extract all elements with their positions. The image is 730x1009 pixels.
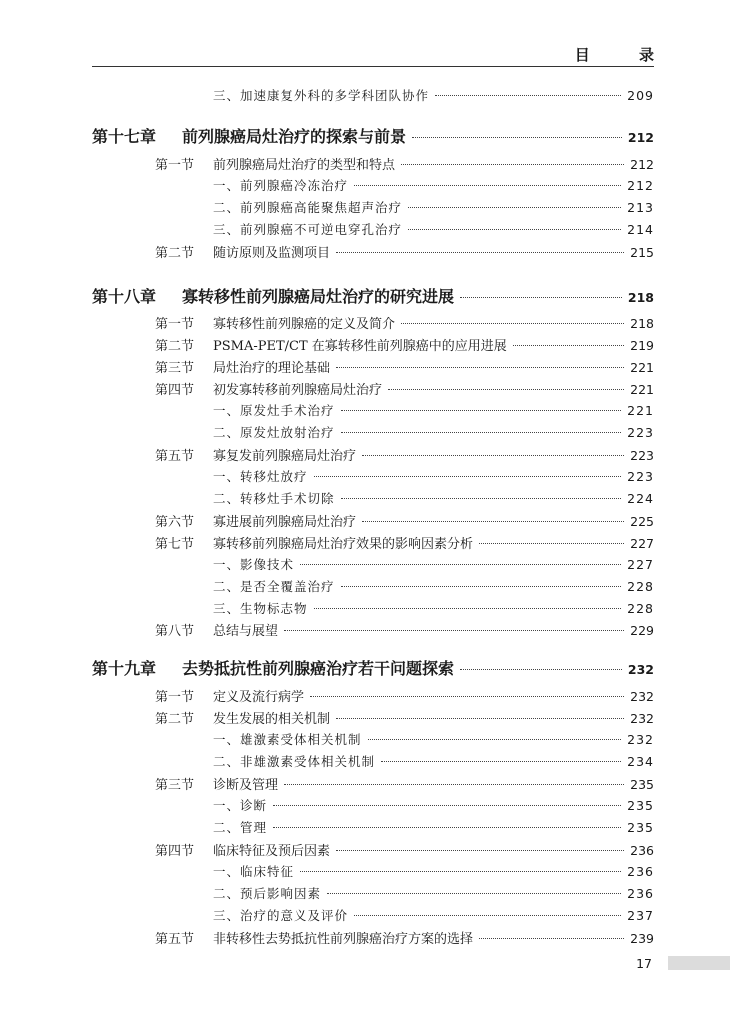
toc-item-title: 二、管理: [213, 820, 268, 835]
dot-leader: [336, 718, 624, 719]
section-number: 第四节: [155, 383, 195, 398]
section-title: 寡转移前列腺癌局灶治疗效果的影响因素分析: [213, 537, 474, 552]
dot-leader: [381, 761, 621, 762]
dot-leader: [354, 185, 621, 186]
toc-page-number: 215: [630, 245, 654, 260]
toc-item[interactable]: [213, 862, 654, 882]
dot-leader: [479, 543, 624, 544]
toc-item-title: 三、生物标志物: [213, 601, 308, 616]
toc-page-number: 218: [627, 290, 654, 305]
toc-page-number: 232: [630, 689, 654, 704]
toc-item-title: 二、原发灶放射治疗: [213, 425, 335, 440]
dot-leader: [300, 871, 621, 872]
dot-leader: [408, 207, 621, 208]
toc-page-number: 214: [627, 222, 654, 237]
section-number: 第三节: [155, 778, 195, 793]
toc-page-number: 209: [627, 88, 654, 103]
toc-section[interactable]: [155, 313, 654, 333]
footer-decor-bar: [668, 956, 730, 970]
section-number: 第二节: [155, 712, 195, 727]
toc-page-number: 234: [627, 754, 654, 769]
dot-leader: [314, 608, 622, 609]
dot-leader: [300, 564, 621, 565]
toc-section[interactable]: [155, 774, 654, 794]
toc-section[interactable]: [155, 620, 654, 640]
section-title: 局灶治疗的理论基础: [213, 361, 331, 376]
dot-leader: [362, 521, 624, 522]
toc-item[interactable]: [213, 752, 654, 772]
toc-item[interactable]: [213, 401, 654, 421]
section-number: 第八节: [155, 624, 195, 639]
section-number: 第四节: [155, 844, 195, 859]
dot-leader: [284, 784, 624, 785]
toc-item[interactable]: [213, 906, 654, 926]
section-number: 第一节: [155, 158, 195, 173]
section-number: 第三节: [155, 361, 195, 376]
dot-leader: [354, 915, 621, 916]
chapter-title: 前列腺癌局灶治疗的探索与前景: [182, 127, 407, 146]
toc-page-number: 221: [630, 360, 654, 375]
dot-leader: [336, 367, 624, 368]
dot-leader: [408, 229, 621, 230]
toc-item-title: 二、是否全覆盖治疗: [213, 579, 335, 594]
toc-page-number: 232: [627, 732, 654, 747]
section-title: 定义及流行病学: [213, 690, 305, 705]
section-title: 非转移性去势抵抗性前列腺癌治疗方案的选择: [213, 932, 474, 947]
toc-item[interactable]: [213, 818, 654, 838]
toc-section[interactable]: [155, 533, 654, 553]
toc-section[interactable]: [155, 708, 654, 728]
dot-leader: [460, 669, 622, 670]
toc-chapter-18[interactable]: [92, 284, 654, 308]
toc-page-number: 227: [627, 557, 654, 572]
toc-item[interactable]: [213, 555, 654, 575]
section-number: 第五节: [155, 449, 195, 464]
toc-page-number: 221: [627, 403, 654, 418]
toc-item-title: 三、治疗的意义及评价: [213, 908, 349, 923]
toc-item[interactable]: [213, 489, 654, 509]
toc-page-number: 219: [630, 338, 654, 353]
chapter-number: 第十八章: [92, 287, 157, 306]
dot-leader: [273, 827, 621, 828]
toc-item[interactable]: [213, 220, 654, 240]
toc-page-number: 212: [627, 130, 654, 145]
section-number: 第五节: [155, 932, 195, 947]
toc-page-number: 223: [630, 448, 654, 463]
toc-section[interactable]: [155, 242, 654, 262]
toc-item[interactable]: [213, 423, 654, 443]
dot-leader: [284, 630, 624, 631]
dot-leader: [368, 739, 622, 740]
toc-item[interactable]: [213, 176, 654, 196]
section-number: 第六节: [155, 515, 195, 530]
dot-leader: [314, 476, 622, 477]
dot-leader: [435, 95, 621, 96]
toc-page-number: 229: [630, 623, 654, 638]
toc-page-number: 225: [630, 514, 654, 529]
header-rule: [92, 66, 654, 67]
toc-page-number: 228: [627, 601, 654, 616]
toc-item[interactable]: [213, 198, 654, 218]
section-title: 寡进展前列腺癌局灶治疗: [213, 515, 357, 530]
toc-item-title: 一、诊断: [213, 798, 268, 813]
dot-leader: [388, 389, 624, 390]
toc-item-title: 一、雄激素受体相关机制: [213, 732, 362, 747]
toc-page-number: 213: [627, 200, 654, 215]
toc-item-title: 一、原发灶手术治疗: [213, 403, 335, 418]
dot-leader: [401, 164, 624, 165]
chapter-title: 去势抵抗性前列腺癌治疗若干问题探索: [182, 659, 455, 678]
toc-section[interactable]: [155, 445, 654, 465]
toc-section[interactable]: [155, 379, 654, 399]
section-title: 发生发展的相关机制: [213, 712, 331, 727]
section-number: 第一节: [155, 690, 195, 705]
dot-leader: [273, 805, 621, 806]
toc-item-title: 二、前列腺癌高能聚焦超声治疗: [213, 200, 403, 215]
toc-item-title: 一、临床特征: [213, 864, 295, 879]
toc-page-number: 232: [630, 711, 654, 726]
section-title: 随访原则及监测项目: [213, 246, 331, 261]
dot-leader: [412, 137, 622, 138]
chapter-title: 寡转移性前列腺癌局灶治疗的研究进展: [182, 287, 455, 306]
dot-leader: [327, 893, 621, 894]
dot-leader: [341, 586, 622, 587]
toc-item-title: 一、前列腺癌冷冻治疗: [213, 178, 349, 193]
toc-page-number: 237: [627, 908, 654, 923]
section-title: 寡转移性前列腺癌的定义及简介: [213, 317, 396, 332]
toc-item[interactable]: [213, 86, 654, 106]
toc-item[interactable]: [213, 884, 654, 904]
toc-section[interactable]: [155, 686, 654, 706]
section-title: 临床特征及预后因素: [213, 844, 331, 859]
toc-page-number: 218: [630, 316, 654, 331]
dot-leader: [336, 850, 624, 851]
toc-section[interactable]: [155, 335, 654, 355]
section-title: 初发寡转移前列腺癌局灶治疗: [213, 383, 383, 398]
toc-page-number: 223: [627, 425, 654, 440]
toc-chapter-19[interactable]: [92, 656, 654, 680]
dot-leader: [310, 696, 624, 697]
toc-section[interactable]: [155, 357, 654, 377]
page-number: 17: [636, 956, 652, 971]
toc-item[interactable]: [213, 577, 654, 597]
section-number: 第七节: [155, 537, 195, 552]
section-title: 总结与展望: [213, 624, 279, 639]
toc-page-number: 228: [627, 579, 654, 594]
toc-item-title: 二、转移灶手术切除: [213, 491, 335, 506]
section-title: 寡复发前列腺癌局灶治疗: [213, 449, 357, 464]
section-number: 第二节: [155, 339, 195, 354]
toc-item[interactable]: [213, 599, 654, 619]
toc-item-title: 三、加速康复外科的多学科团队协作: [213, 88, 430, 103]
toc-page-number: 224: [627, 491, 654, 506]
toc-item[interactable]: [213, 730, 654, 750]
toc-section[interactable]: [155, 511, 654, 531]
dot-leader: [460, 297, 622, 298]
toc-chapter-17[interactable]: [92, 124, 654, 148]
page-header: [0, 0, 730, 68]
section-number: 第二节: [155, 246, 195, 261]
toc-page-number: 235: [630, 777, 654, 792]
toc-page-number: 236: [630, 843, 654, 858]
toc-page-number: 239: [630, 931, 654, 946]
dot-leader: [401, 323, 624, 324]
toc-page-number: 223: [627, 469, 654, 484]
toc-item-title: 一、转移灶放疗: [213, 469, 308, 484]
toc-page-number: 235: [627, 798, 654, 813]
toc-item-title: 一、影像技术: [213, 557, 295, 572]
toc-item-title: 三、前列腺癌不可逆电穿孔治疗: [213, 222, 403, 237]
toc-item-title: 二、预后影响因素: [213, 886, 322, 901]
toc-page-number: 212: [627, 178, 654, 193]
toc-section[interactable]: [155, 928, 654, 948]
dot-leader: [341, 410, 622, 411]
toc-page-number: 236: [627, 864, 654, 879]
section-number: 第一节: [155, 317, 195, 332]
toc-page-number: 235: [627, 820, 654, 835]
dot-leader: [336, 252, 624, 253]
toc-item-title: 二、非雄激素受体相关机制: [213, 754, 376, 769]
header-title: 目 录: [574, 46, 676, 64]
toc-page-number: 236: [627, 886, 654, 901]
dot-leader: [513, 345, 624, 346]
toc-item[interactable]: [213, 796, 654, 816]
toc-page-number: 232: [627, 662, 654, 677]
toc-section[interactable]: [155, 840, 654, 860]
dot-leader: [341, 498, 622, 499]
toc-page-number: 227: [630, 536, 654, 551]
dot-leader: [341, 432, 622, 433]
section-title: PSMA-PET/CT 在寡转移性前列腺癌中的应用进展: [213, 339, 507, 354]
toc-item[interactable]: [213, 467, 654, 487]
toc-page-number: 221: [630, 382, 654, 397]
chapter-number: 第十九章: [92, 659, 157, 678]
dot-leader: [479, 938, 624, 939]
dot-leader: [362, 455, 624, 456]
toc-page-number: 212: [630, 157, 654, 172]
section-title: 前列腺癌局灶治疗的类型和特点: [213, 158, 396, 173]
section-title: 诊断及管理: [213, 778, 279, 793]
toc-section[interactable]: [155, 154, 654, 174]
chapter-number: 第十七章: [92, 127, 157, 146]
